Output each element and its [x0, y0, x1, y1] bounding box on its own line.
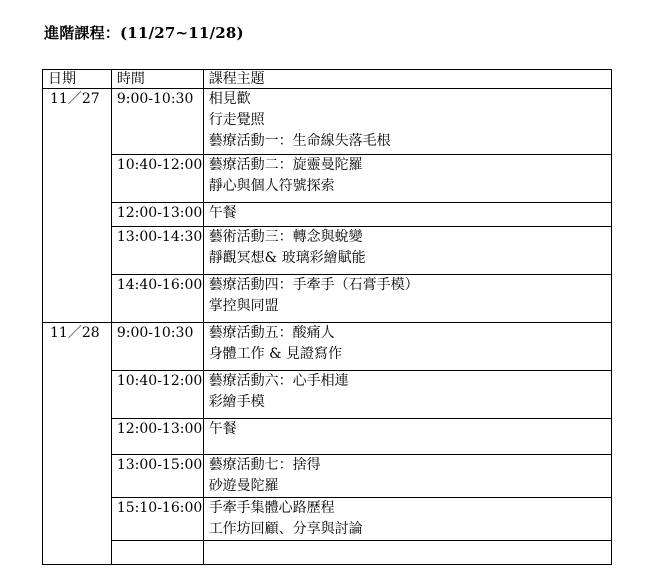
date-cell: 11／28	[43, 323, 112, 565]
table-row	[43, 498, 612, 541]
table-row	[43, 155, 612, 203]
topic-line: 藝療活動七：捨得	[208, 457, 321, 473]
table-row	[43, 541, 612, 565]
time-cell: 9:00-10:30	[111, 89, 203, 155]
topic-line: 身體工作 & 見證寫作	[208, 346, 343, 362]
topic-line: 靜心與個人符號探索	[208, 178, 335, 194]
topic-line: 相見歡	[208, 91, 251, 107]
table-row	[43, 275, 612, 323]
time-cell: 13:00-15:00	[111, 455, 203, 498]
topic-line: 掌控與同盟	[208, 298, 279, 314]
topic-line: 靜觀冥想& 玻璃彩繪賦能	[208, 250, 366, 266]
topic-line: 彩繪手模	[208, 394, 265, 410]
topic-cell	[203, 203, 611, 227]
topic-line: 藝術活動三：轉念與蛻變	[208, 229, 363, 245]
topic-line: 午餐	[208, 421, 237, 437]
time-cell: 13:00-14:30	[111, 227, 203, 275]
topic-cell	[203, 89, 611, 155]
topic-cell	[203, 419, 611, 455]
topic-line: 手牽手集體心路歷程	[208, 500, 335, 516]
time-cell: 15:10-16:00	[111, 498, 203, 541]
time-cell: 10:40-12:00	[111, 155, 203, 203]
page-title: 進階課程：(11/27~11/28)	[44, 24, 244, 42]
time-cell: 10:40-12:00	[111, 371, 203, 419]
header-topic: 課程主題	[203, 70, 611, 89]
topic-cell	[203, 323, 611, 371]
topic-line: 藝療活動二：旋靈曼陀羅	[208, 157, 363, 173]
topic-cell	[203, 227, 611, 275]
table-row	[43, 419, 612, 455]
topic-line: 藝療活動六：心手相連	[208, 373, 349, 389]
topic-line: 行走覺照	[208, 112, 265, 128]
topic-line: 午餐	[208, 205, 237, 221]
topic-line: 藝療活動五：酸痛人	[208, 325, 335, 341]
topic-cell	[203, 371, 611, 419]
time-cell: 12:00-13:00	[111, 419, 203, 455]
topic-line: 藝療活動一：生命線失落毛根	[208, 133, 391, 149]
topic-cell	[203, 455, 611, 498]
time-cell: 14:40-16:00	[111, 275, 203, 323]
topic-cell	[203, 498, 611, 541]
time-cell: 9:00-10:30	[111, 323, 203, 371]
schedule-table	[42, 69, 612, 565]
table-row	[43, 455, 612, 498]
topic-cell	[203, 155, 611, 203]
topic-cell	[203, 541, 611, 565]
header-time: 時間	[111, 70, 203, 89]
header-date: 日期	[43, 70, 112, 89]
table-row	[43, 323, 612, 371]
table-row	[43, 371, 612, 419]
topic-line: 藝療活動四：手牽手（石膏手模）	[208, 277, 419, 293]
time-cell	[111, 541, 203, 565]
topic-line: 工作坊回顧、分享與討論	[208, 521, 363, 537]
time-cell: 12:00-13:00	[111, 203, 203, 227]
date-cell: 11／27	[43, 89, 112, 323]
header-row	[43, 70, 612, 89]
topic-line: 砂遊曼陀羅	[208, 478, 279, 494]
table-row	[43, 89, 612, 155]
topic-cell	[203, 275, 611, 323]
table-row	[43, 227, 612, 275]
table-row	[43, 203, 612, 227]
